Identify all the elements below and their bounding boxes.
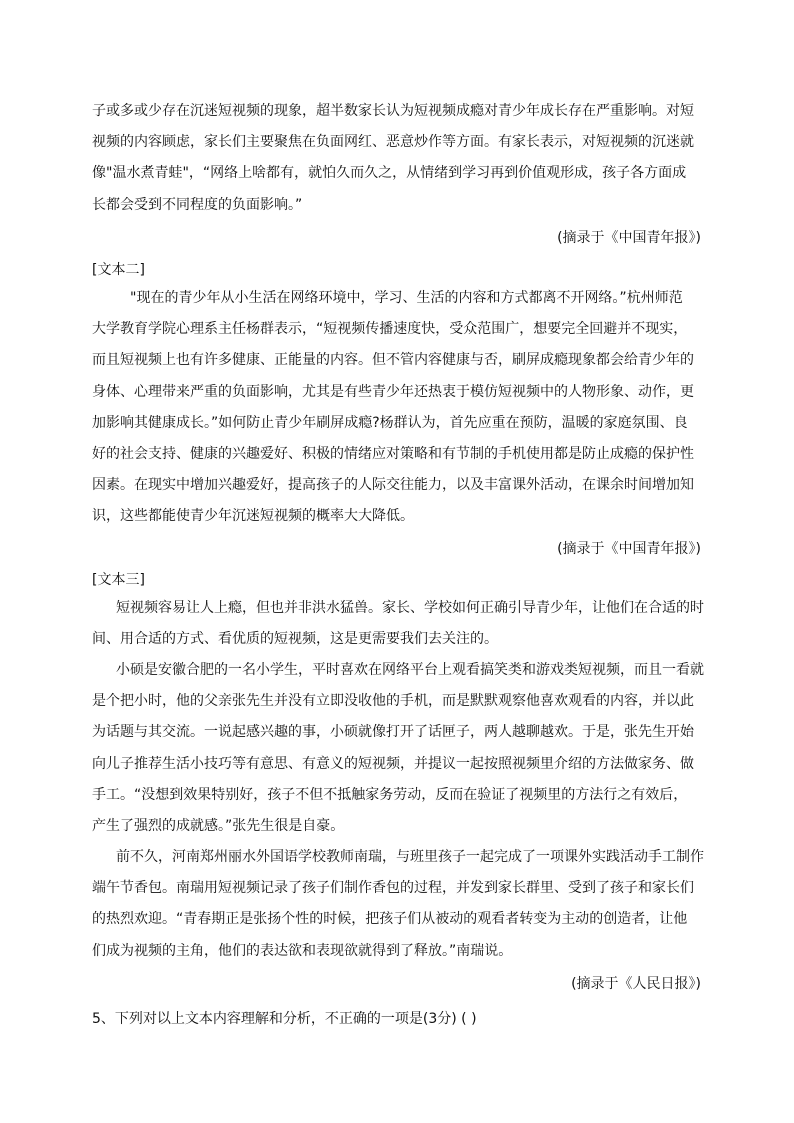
text-line: 手工。“没想到效果特别好，孩子不但不抵触家务劳动，反而在验证了视频里的方法行之有效后， — [92, 786, 688, 803]
text-line: 短视频容易让人上瘾，但也并非洪水猛兽。家长、学校如何正确引导青少年，让他们在合适的时 — [116, 600, 704, 616]
text-line: 而且短视频上也有许多健康、正能量的内容。但不管内容健康与否，刷屏成瘾现象都会给青少年的 — [92, 352, 694, 369]
text-block-2 — [92, 283, 704, 533]
section-label-text2: [文本二] — [92, 262, 145, 278]
text-line: 长都会受到不同程度的负面影响。” — [92, 196, 303, 213]
text-block-1 — [92, 96, 704, 221]
text-line: 向儿子推荐生活小技巧等有意思、有意义的短视频，并提议一起按照视频里介绍的方法做家务、做 — [92, 755, 694, 772]
text-line: 因素。在现实中增加兴趣爱好，提高孩子的人际交往能力，以及丰富课外活动，在课余时间增加知 — [92, 477, 694, 494]
text-block-3-para-2 — [92, 655, 704, 842]
text-line: 身体、心理带来严重的负面影响，尤其是有些青少年还热衷于模仿短视频中的人物形象、动作，更 — [92, 383, 694, 400]
text-block-3-para-1 — [92, 593, 704, 655]
text-line: 子或多或少存在沉迷短视频的现象，超半数家长认为短视频成瘾对青少年成长存在严重影响。对短 — [92, 103, 694, 119]
text-line: 为话题与其交流。一说起感兴趣的事，小硕就像打开了话匣子，两人越聊越欢。于是，张先生开始 — [92, 724, 694, 741]
text-line: "现在的青少年从小生活在网络环境中，学习、生活的内容和方式都离不开网络。”杭州师范 — [130, 290, 683, 306]
text-line: 是个把小时，他的父亲张先生并没有立即没收他的手机，而是默默观察他喜欢观看的内容，并以此 — [92, 693, 694, 710]
text-line: 加影响其健康成长。”如何防止青少年刷屏成瘾?杨群认为，首先应重在预防，温暖的家庭氛围、良 — [92, 414, 688, 431]
text-block-3-para-3 — [92, 842, 704, 967]
text-line: 前不久，河南郑州丽水外国语学校教师南瑞，与班里孩子一起完成了一项课外实践活动手工制作 — [116, 849, 704, 865]
question-5: 5、下列对以上文本内容理解和分析，不正确的一项是(3分) ( ) — [92, 1011, 477, 1027]
source-citation-3: (摘录于《人民日报》) — [571, 976, 701, 992]
source-citation-1: (摘录于《中国青年报》) — [557, 230, 701, 246]
text-line: 端午节香包。南瑞用短视频记录了孩子们制作香包的过程，并发到家长群里、受到了孩子和家长们 — [92, 880, 694, 897]
section-label-text3: [文本三] — [92, 572, 145, 588]
text-line: 识，这些都能使青少年沉迷短视频的概率大大降低。 — [92, 508, 414, 525]
text-line: 产生了强烈的成就感。”张先生很是自豪。 — [92, 817, 345, 834]
text-line: 的热烈欢迎。“青春期正是张扬个性的时候，把孩子们从被动的观看者转变为主动的创造者，让他 — [92, 911, 688, 928]
text-line: 大学教育学院心理系主任杨群表示，“短视频传播速度快，受众范围广，想要完全回避并不现实， — [92, 321, 688, 338]
text-line: 小硕是安徽合肥的一名小学生，平时喜欢在网络平台上观看搞笑类和游戏类短视频，而且一看就 — [116, 662, 704, 678]
text-line: 好的社会支持、健康的兴趣爱好、积极的情绪应对策略和有节制的手机使用都是防止成瘾的保护性 — [92, 445, 694, 462]
text-line: 像"温水煮青蛙"，“网络上啥都有，就怕久而久之，从情绪到学习再到价值观形成，孩子各方面成 — [92, 165, 687, 182]
text-line: 间、用合适的方式、看优质的短视频，这是更需要我们去关注的。 — [92, 631, 498, 648]
source-citation-2: (摘录于《中国青年报》) — [557, 541, 701, 557]
text-line: 们成为视频的主角，他们的表达欲和表现欲就得到了释放。”南瑞说。 — [92, 942, 513, 959]
text-line: 视频的内容顾虑，家长们主要聚焦在负面网红、恶意炒作等方面。有家长表示，对短视频的沉迷就 — [92, 134, 694, 151]
